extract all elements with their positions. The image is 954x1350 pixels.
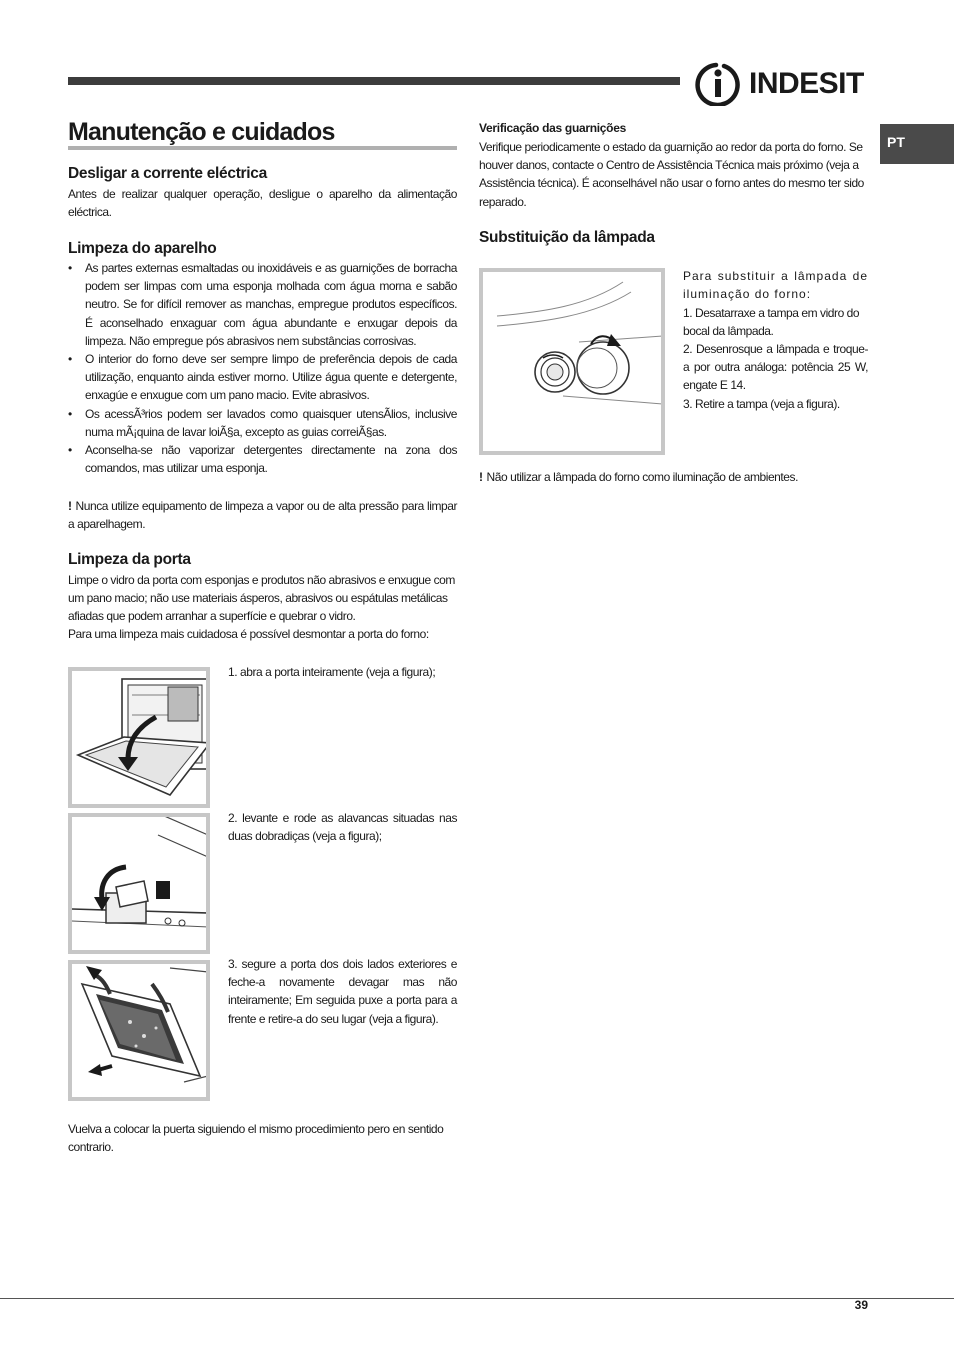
list-item: • O interior do forno deve ser sempre limpo de preferência depois de cada utilização, enquanto ainda estiver morno. Utilize água quente e detergente, enxagúe e enxugue com um pano macio. Evite abrasivos. xyxy=(68,352,457,403)
door-removal-intro: Para uma limpeza mais cuidadosa é possível desmontar a porta do forno: xyxy=(68,627,429,641)
figure-lamp-replacement xyxy=(479,268,665,455)
figure-remove-door xyxy=(68,960,210,1101)
lamp-intro: Para substituir a lâmpada de iluminação do forno: xyxy=(683,269,868,302)
indesit-logo xyxy=(694,58,870,106)
door-step-3: 3. segure a porta dos dois lados exteriores e feche-a novamente devagar mas não inteiramente; Em seguida puxe a porta para a frente e retire-a do seu lugar (veja a figura). xyxy=(228,957,457,1026)
cleaning-bullet-list xyxy=(68,259,457,477)
list-item: • As partes externas esmaltadas ou inoxidáveis e as guarnições de borracha podem ser limpas com uma esponja molhada com água morna e sabão neutro. Se for difícil remover as manchas, empregue produtos específicos. É aconselhado enxaguar com água abundante e enxugar depois da limpeza. Não empregue pós abrasivos nem substâncias corrosivas. xyxy=(68,261,457,348)
lamp-warning: ! Não utilizar a lâmpada do forno como iluminação de ambientes. xyxy=(479,470,798,484)
section-heading-appliance-cleaning: Limpeza do aparelho xyxy=(68,240,217,257)
door-step-1: 1. abra a porta inteiramente (veja a figura); xyxy=(228,665,436,679)
bullet: • xyxy=(68,406,72,421)
figure-hinge-levers xyxy=(68,813,210,954)
section-heading-lamp-replacement: Substituição da lâmpada xyxy=(479,229,655,246)
section-heading-seal-check: Verificação das guarnições xyxy=(479,121,626,135)
lamp-step-1: 1. Desatarraxe a tampa em vidro do bocal da lâmpada. xyxy=(683,306,860,339)
title-underline xyxy=(68,146,457,150)
page-title: Manutenção e cuidados xyxy=(68,118,335,146)
section-heading-door-cleaning: Limpeza da porta xyxy=(68,551,191,568)
warning-mark: ! xyxy=(68,499,72,513)
bullet: • xyxy=(68,352,72,367)
steam-cleaning-warning: ! Nunca utilize equipamento de limpeza a vapor ou de alta pressão para limpar a aparelhagem. xyxy=(68,499,457,532)
section-text-power: Antes de realizar qualquer operação, desligue o aparelho da alimentação eléctrica. xyxy=(68,187,457,220)
lamp-step-2: 2. Desenrosque a lâmpada e troque-a por outra análoga: potência 25 W, engate E 14. xyxy=(683,342,868,393)
door-step-2: 2. levante e rode as alavancas situadas nas duas dobradiças (veja a figura); xyxy=(228,811,457,844)
list-item: • Aconselha-se não vaporizar detergentes directamente na zona dos comandos, mas utilizar uma esponja. xyxy=(68,443,457,476)
brand-wordmark: INDESIT xyxy=(749,67,864,100)
door-cleaning-text: Limpe o vidro da porta com esponjas e produtos não abrasivos e enxugue com um pano macio; não use materiais ásperos, abrasivos ou espátulas metálicas afiadas que podem arranhar a superfície e quebrar o vidro. xyxy=(68,573,455,624)
lamp-step-3: 3. Retire a tampa (veja a figura). xyxy=(683,397,840,411)
page-number: 39 xyxy=(854,1298,868,1312)
footer-rule xyxy=(0,1298,954,1299)
list-item: • Os acessÃ³rios podem ser lavados como quaisquer utensÃlios, inclusive numa mÃ¡quina de lavar loiÃ§a, excepto as guias correiÃ§as. xyxy=(68,406,457,439)
bullet: • xyxy=(68,443,72,458)
seal-check-text: Verifique periodicamente o estado da guarnição ao redor da porta do forno. Se houver danos, contacte o Centro de Assistência Técnica mais próximo (veja a Assistência técnica). É aconselhável não usar o forno antes do mesmo ter sido reparado. xyxy=(479,140,864,209)
section-heading-power: Desligar a corrente eléctrica xyxy=(68,165,267,182)
warning-mark: ! xyxy=(479,470,483,484)
door-refit-text: Vuelva a colocar la puerta siguiendo el mismo procedimiento pero en sentido contrario. xyxy=(68,1122,444,1155)
language-tab: PT xyxy=(880,124,954,164)
figure-open-door xyxy=(68,667,210,808)
bullet: • xyxy=(68,261,72,275)
header-bar xyxy=(68,77,680,85)
